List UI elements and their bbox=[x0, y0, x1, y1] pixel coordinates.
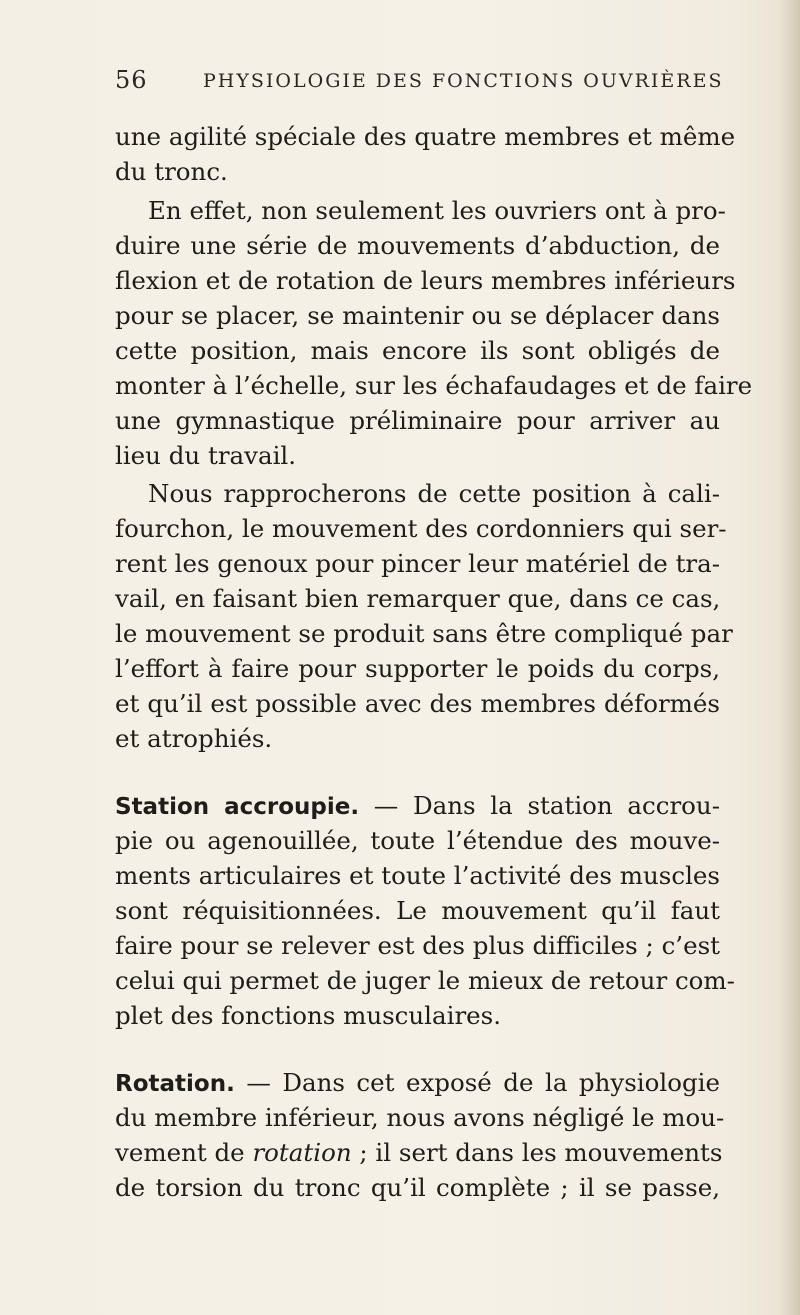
text-line: ments articulaires et toute l’activité des muscles bbox=[115, 861, 720, 890]
section-heading: Rotation. bbox=[115, 1071, 235, 1097]
text-line: sont réquisitionnées. Le mouvement qu’il faut bbox=[115, 896, 720, 925]
section-heading-line bbox=[115, 1066, 720, 1101]
text-run: vement de bbox=[115, 1138, 253, 1167]
text-line-with-italic bbox=[115, 1136, 723, 1170]
text-line: pie ou agenouillée, toute l’étendue des mouve- bbox=[115, 826, 720, 855]
italic-term: rotation bbox=[252, 1138, 352, 1167]
text-line: duire une série de mouvements d’abduction, de bbox=[115, 231, 720, 260]
text-line: du membre inférieur, nous avons négligé le mou- bbox=[115, 1103, 725, 1132]
text-line: faire pour se relever est des plus difficiles ; c’est bbox=[115, 931, 720, 960]
text-line: rent les genoux pour pincer leur matériel de tra- bbox=[115, 549, 721, 578]
running-head: PHYSIOLOGIE DES FONCTIONS OUVRIÈRES bbox=[203, 70, 724, 92]
text-run: ; il sert dans les mouvements bbox=[351, 1138, 723, 1167]
text-line: Nous rapprocherons de cette position à cali- bbox=[148, 479, 720, 508]
text-line: flexion et de rotation de leurs membres inférieurs bbox=[115, 266, 736, 295]
text-line: fourchon, le mouvement des cordonniers qui ser- bbox=[115, 514, 727, 543]
text-line: et qu’il est possible avec des membres déformés bbox=[115, 689, 720, 718]
text-line: une agilité spéciale des quatre membres et même bbox=[115, 122, 736, 151]
page-number: 56 bbox=[115, 66, 148, 94]
text-line: pour se placer, se maintenir ou se déplacer dans bbox=[115, 301, 720, 330]
text-line: lieu du travail. bbox=[115, 441, 297, 470]
text-line: vail, en faisant bien remarquer que, dans ce cas, bbox=[115, 584, 721, 613]
text-line: cette position, mais encore ils sont obligés de bbox=[115, 336, 720, 365]
text-line: l’effort à faire pour supporter le poids du corps, bbox=[115, 654, 720, 683]
text-line: monter à l’échelle, sur les échafaudages et de faire bbox=[115, 371, 753, 400]
text-line: le mouvement se produit sans être compliqué par bbox=[115, 619, 733, 648]
text-run: — Dans cet exposé de la physiologie bbox=[234, 1068, 720, 1097]
section-heading-line bbox=[115, 789, 720, 824]
text-line: une gymnastique préliminaire pour arriver au bbox=[115, 406, 720, 435]
text-line: En effet, non seulement les ouvriers ont à pro- bbox=[148, 196, 726, 225]
text-line: celui qui permet de juger le mieux de retour com- bbox=[115, 966, 735, 995]
text-line: et atrophiés. bbox=[115, 724, 273, 753]
text-line: de torsion du tronc qu’il complète ; il se passe, bbox=[115, 1173, 720, 1202]
section-heading: Station accroupie. bbox=[115, 794, 360, 820]
text-run: — Dans la station accrou- bbox=[359, 791, 720, 820]
text-line: du tronc. bbox=[115, 157, 228, 186]
text-line: plet des fonctions musculaires. bbox=[115, 1001, 502, 1030]
page-edge-shadow bbox=[778, 0, 800, 1315]
page-header bbox=[115, 66, 724, 106]
